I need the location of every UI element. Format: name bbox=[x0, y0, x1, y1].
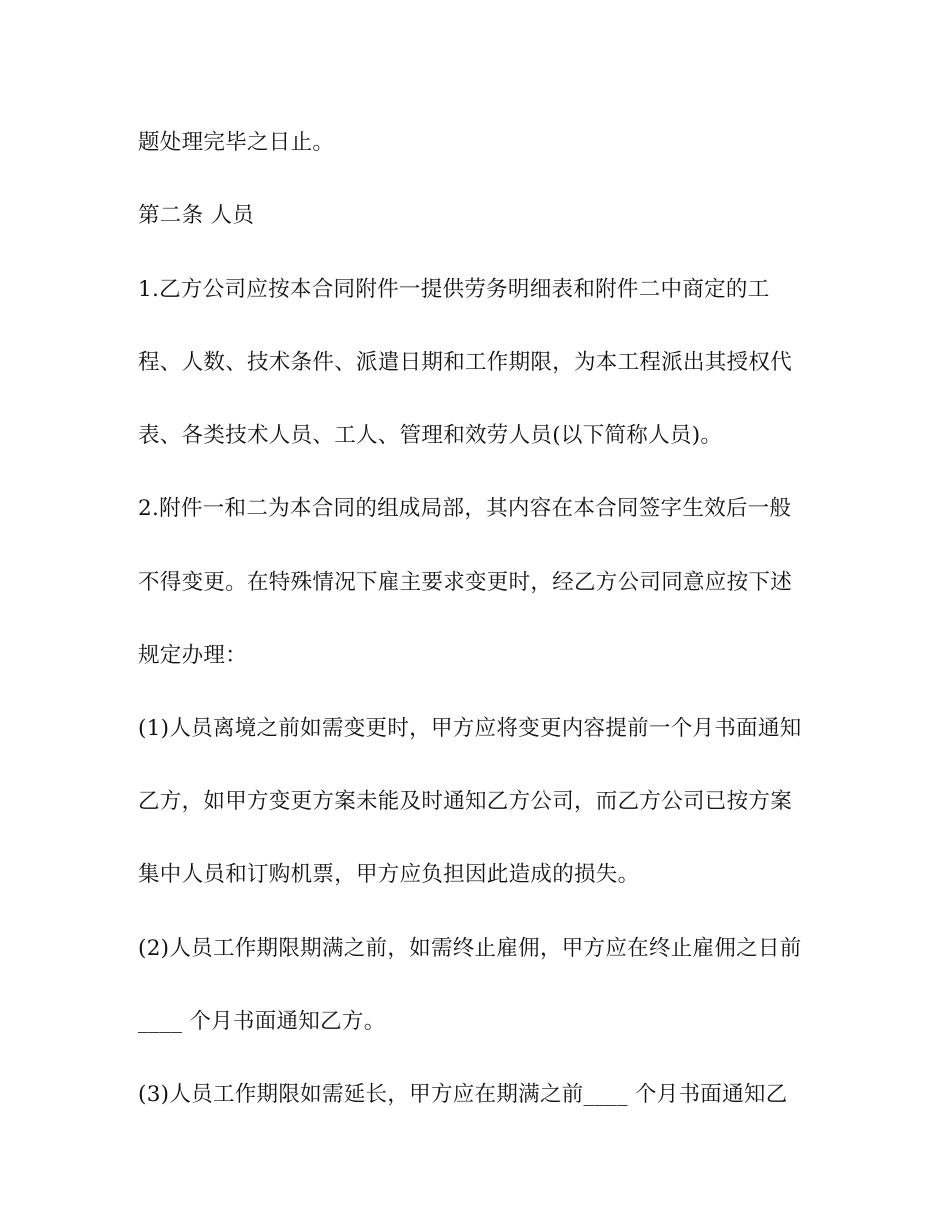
text-line-clause-2: 2.附件一和二为本合同的组成局部，其内容在本合同签字生效后一般 bbox=[138, 496, 792, 521]
text-line: ____ 个月书面通知乙方。 bbox=[138, 1009, 386, 1034]
text-line-subclause-2: (2)人员工作期限期满之前，如需终止雇佣，甲方应在终止雇佣之日前 bbox=[138, 936, 802, 961]
text-line-subclause-1: (1)人员离境之前如需变更时，甲方应将变更内容提前一个月书面通知 bbox=[138, 716, 802, 741]
text-line: 集中人员和订购机票，甲方应负担因此造成的损失。 bbox=[138, 862, 640, 887]
text-line: 规定办理： bbox=[138, 643, 248, 668]
text-line: 表、各类技术人员、工人、管理和效劳人员(以下简称人员)。 bbox=[138, 423, 723, 448]
text-line-clause-1: 1.乙方公司应按本合同附件一提供劳务明细表和附件二中商定的工 bbox=[138, 277, 770, 302]
text-line: 乙方，如甲方变更方案未能及时通知乙方公司，而乙方公司已按方案 bbox=[138, 789, 793, 814]
text-line: 程、人数、技术条件、派遣日期和工作期限，为本工程派出其授权代 bbox=[138, 350, 793, 375]
text-line: 不得变更。在特殊情况下雇主要求变更时，经乙方公司同意应按下述 bbox=[138, 570, 793, 595]
text-line-continuation: 题处理完毕之日止。 bbox=[138, 130, 335, 155]
text-line-subclause-3: (3)人员工作期限如需延长，甲方应在期满之前____ 个月书面通知乙 bbox=[138, 1082, 788, 1107]
article-heading: 第二条 人员 bbox=[138, 203, 255, 228]
